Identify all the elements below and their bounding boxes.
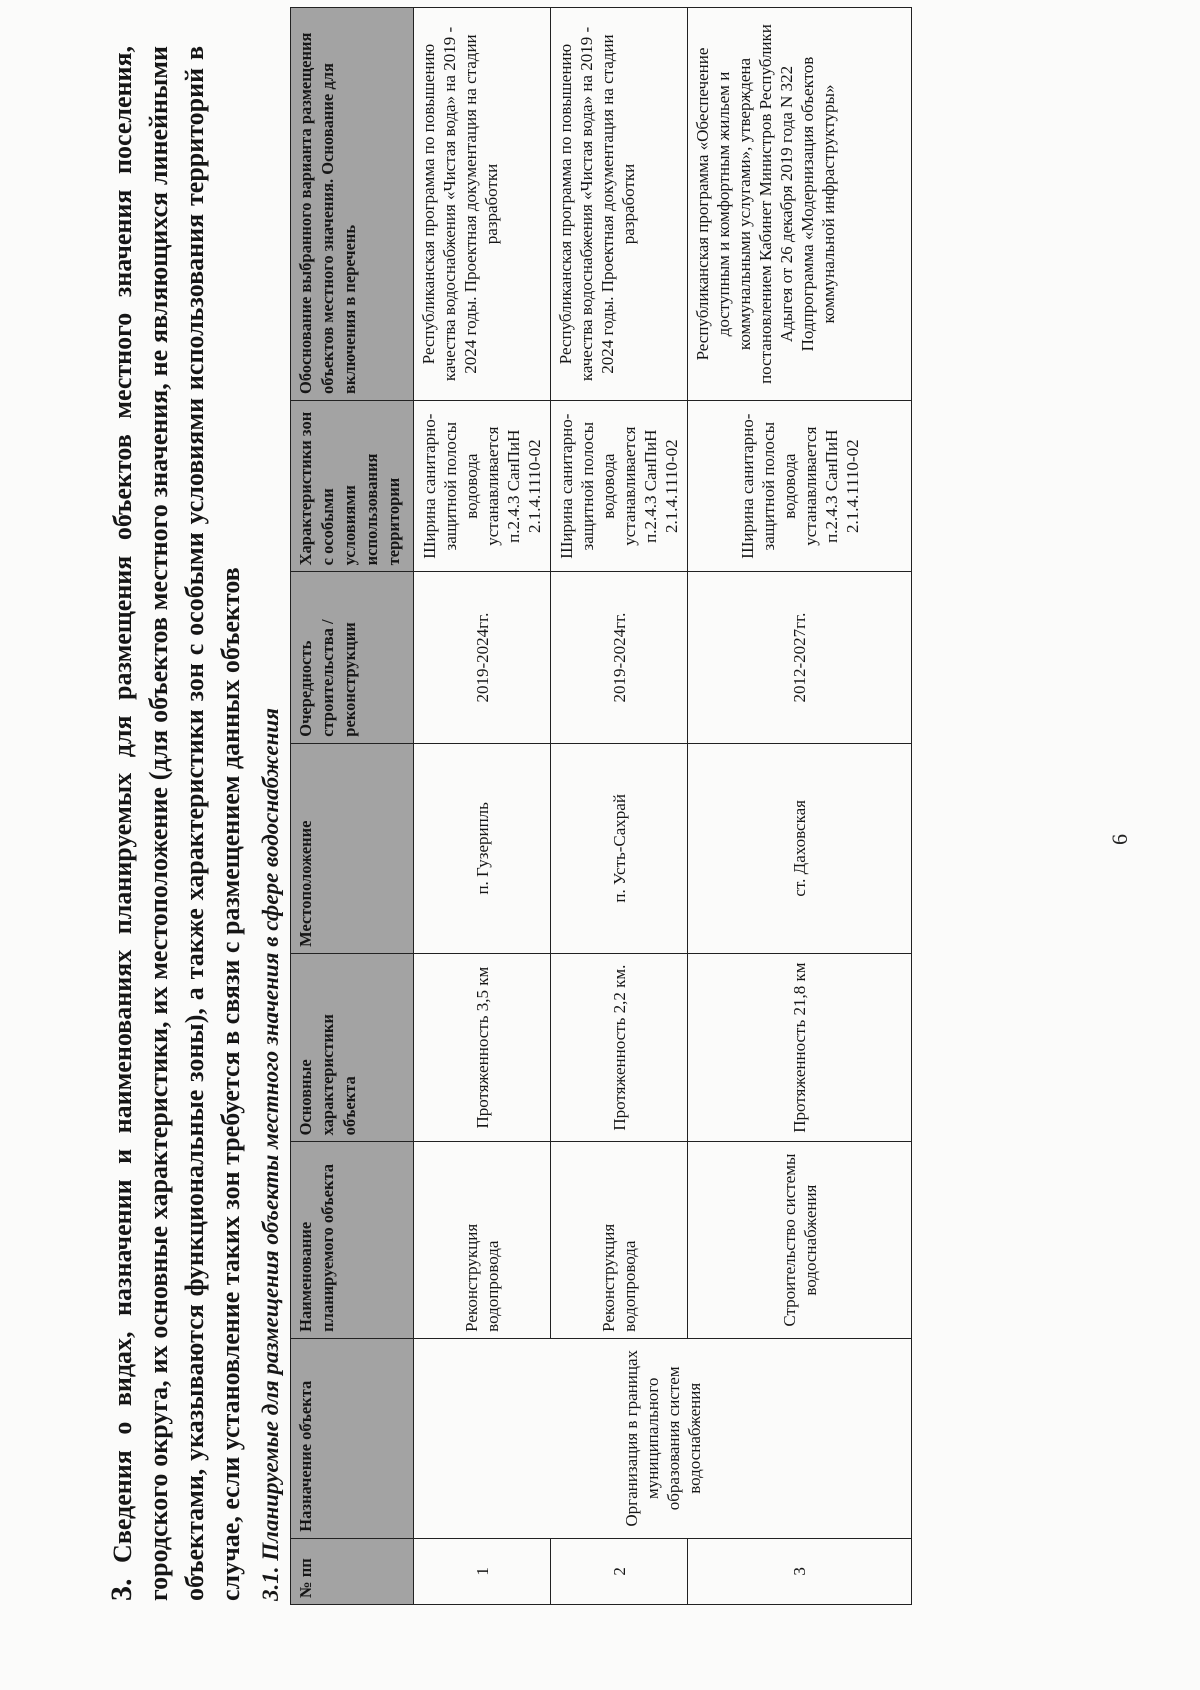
header-characteristics: Основные характеристики объекта: [291, 953, 414, 1141]
objects-table: [290, 7, 912, 1605]
header-zones: Характеристики зон с особыми условиями использования территории: [291, 401, 414, 572]
section-heading-text: Сведения о видах, назначении и наименованиях планируемых для размещения объектов местного значения поселения, городского округа, их основные характеристики, их местоположение (для объектов местного значения, не являющихся линейными объектами, указываются функциональные зоны), а также характеристики зон с особыми условиями использования территорий в случае, если установление таких зон требуется в связи с размещением данных объектов: [108, 45, 245, 1601]
cell-location: п. Гузерипль: [414, 743, 551, 953]
header-num: № пп: [291, 1538, 414, 1604]
cell-basis: Республиканская программа по повышению качества водоснабжения «Чистая вода» на 2019 - 2024 годы. Проектная документация на стадии разработки: [551, 8, 688, 401]
cell-basis: Республиканская программа по повышению качества водоснабжения «Чистая вода» на 2019 - 2024 годы. Проектная документация на стадии разработки: [414, 8, 551, 401]
cell-zones: Ширина санитарно-защитной полосы водовода устанавливается п.2.4.3 СанПиН 2.1.4.1110-02: [551, 401, 688, 572]
section-number: 3.: [105, 1578, 138, 1601]
cell-name: Строительство системы водоснабжения: [688, 1142, 912, 1338]
cell-basis: Республиканская программа «Обеспечение доступным и комфортным жильем и коммунальными услугами», утверждена постановлением Кабинет Министров Республики Адыгея от 26 декабря 2019 года N 322 Подпрограмма «Модернизация объектов коммунальной инфраструктуры»: [688, 8, 912, 401]
cell-name: Реконструкция водопровода: [551, 1142, 688, 1338]
cell-zones: Ширина санитарно-защитной полосы водовода устанавливается п.2.4.3 СанПиН 2.1.4.1110-02: [414, 401, 551, 572]
cell-name: Реконструкция водопровода: [414, 1142, 551, 1338]
row-num: 3: [688, 1538, 912, 1604]
cell-period: 2012-2027гг.: [688, 572, 912, 743]
table-subtitle: 3.1. Планируемые для размещения объекты местного значения в сфере водоснабжения: [258, 708, 283, 1601]
header-location: Местоположение: [291, 743, 414, 953]
table-row: [414, 8, 551, 1605]
header-purpose: Назначение объекта: [291, 1338, 414, 1538]
cell-purpose: Организация в границах муниципального образования систем водоснабжения: [414, 1338, 912, 1538]
section-heading: [104, 46, 249, 1601]
cell-characteristics: Протяженность 21,8 км: [688, 953, 912, 1141]
cell-zones: Ширина санитарно-защитной полосы водовода устанавливается п.2.4.3 СанПиН 2.1.4.1110-02: [688, 401, 912, 572]
cell-period: 2019-2024гг.: [551, 572, 688, 743]
header-period: Очередность строительства /реконструкции: [291, 572, 414, 743]
page-number: 6: [1107, 834, 1132, 845]
cell-location: ст. Даховская: [688, 743, 912, 953]
header-basis: Обоснование выбранного варианта размещения объектов местного значения. Основание для включения в перечень: [291, 8, 414, 401]
row-num: 1: [414, 1538, 551, 1604]
cell-location: п. Усть-Сахрай: [551, 743, 688, 953]
header-name: Наименование планируемого объекта: [291, 1142, 414, 1338]
cell-period: 2019-2024гг.: [414, 572, 551, 743]
cell-characteristics: Протяженность 3,5 км: [414, 953, 551, 1141]
row-num: 2: [551, 1538, 688, 1604]
cell-characteristics: Протяженность 2,2 км.: [551, 953, 688, 1141]
table-header-row: [291, 8, 414, 1605]
